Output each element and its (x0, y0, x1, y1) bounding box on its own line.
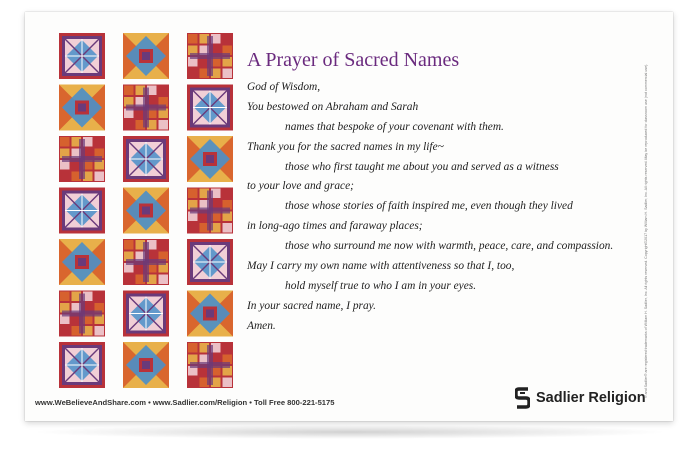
mosaic-star-tile (59, 33, 105, 79)
mosaic-star-tile (59, 342, 105, 388)
prayer-line: those whose stories of faith inspired me, even though they lived (285, 200, 573, 213)
mosaic-star-tile (187, 239, 233, 285)
mosaic-square-tile (187, 136, 233, 182)
mosaic-cross-tile (187, 342, 233, 388)
prayer-line: In your sacred name, I pray. (247, 299, 376, 312)
prayer-line: those who surround me now with warmth, peace, care, and compassion. (285, 240, 614, 253)
prayer-line: May I carry my own name with attentiveness so that I, too, (247, 260, 515, 273)
logo-text: Sadlier Religion (536, 390, 646, 406)
prayer-line: hold myself true to who I am in your eyes. (285, 279, 477, 292)
mosaic-star-tile (59, 188, 105, 234)
mosaic-star-tile (123, 291, 169, 337)
mosaic-square-tile (123, 33, 169, 79)
mosaic-cross-tile (123, 85, 169, 131)
mosaic-square-tile (187, 291, 233, 337)
mosaic-cross-tile (187, 188, 233, 234)
card-shadow (30, 425, 670, 439)
prayer-line: names that bespoke of your covenant with them. (285, 120, 504, 133)
prayer-text (247, 78, 647, 337)
prayer-line: God of Wisdom, (247, 81, 321, 93)
sadlier-religion-logo (515, 386, 646, 410)
mosaic-cross-tile (187, 33, 233, 79)
mosaic-cross-tile (59, 136, 105, 182)
prayer-card (25, 12, 673, 421)
mosaic-star-tile (187, 85, 233, 131)
prayer-line: to your love and grace; (247, 180, 354, 193)
mosaic-star-tile (123, 136, 169, 182)
sadlier-s-logo-icon (515, 387, 530, 409)
prayer-title: A Prayer of Sacred Names (247, 49, 460, 71)
prayer-line: You bestowed on Abraham and Sarah (247, 100, 419, 113)
footer-contact-line: www.WeBelieveAndShare.com • www.Sadlier.com/Religion • Toll Free 800-221-5175 (35, 398, 335, 407)
mosaic-cross-tile (59, 291, 105, 337)
prayer-line: Thank you for the sacred names in my life~ (247, 140, 444, 153)
mosaic-square-tile (123, 342, 169, 388)
mosaic-square-tile (59, 239, 105, 285)
mosaic-cross-tile (123, 239, 169, 285)
prayer-line: Amen. (247, 319, 276, 332)
mosaic-square-tile (59, 85, 105, 131)
mosaic-tile-grid (55, 30, 245, 400)
mosaic-square-tile (123, 188, 169, 234)
copyright-vertical-text: ® and Sadlier® are registered trademarks of William H. Sadlier, Inc. All rights reserved. Copyright©2017 by William H. Sadlier, Inc. All rights reserved. May be reproduced for classroom use (not commercial use). (644, 63, 648, 398)
prayer-line: in long-ago times and faraway places; (247, 220, 423, 233)
prayer-line: those who first taught me about you and served as a witness (285, 160, 559, 173)
